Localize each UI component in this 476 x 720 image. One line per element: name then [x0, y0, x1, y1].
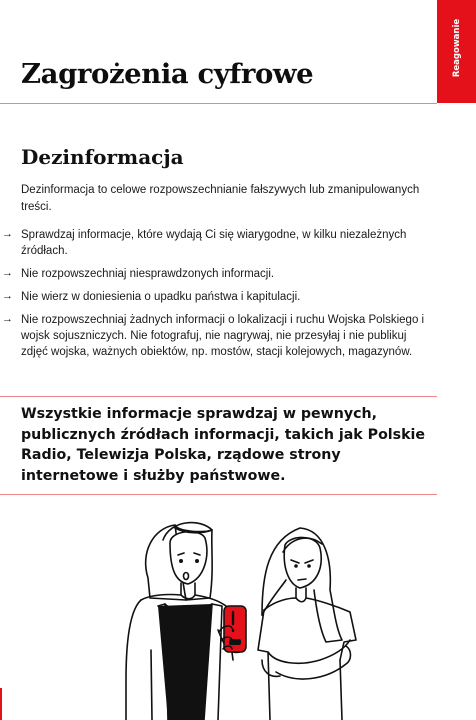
callout-text: Wszystkie informacje sprawdzaj w pewnych, publicznych źródłach informacji, takich jak Polskie Radio, Telewizja Polska, rządowe strony internetowe i służby państwowe.: [21, 406, 426, 484]
list-item: [0, 266, 430, 282]
two-women-phone-illustration: [0, 500, 476, 720]
arrow-right-icon: →: [2, 313, 13, 325]
list-item: [0, 312, 430, 360]
title-divider: [0, 103, 437, 104]
arrow-right-icon: →: [2, 228, 13, 240]
side-tab[interactable]: [437, 0, 476, 103]
callout-divider-bottom: [0, 494, 437, 495]
list-item-text: Nie rozpowszechniaj żadnych informacji o lokalizacji i ruchu Wojska Polskiego i wojsk sojuszniczych. Nie fotografuj, nie nagrywaj, nie przesyłaj i nie publikuj zdjęć wojska, ważnych obiektów, np. mostów, stacji kolejowych, magazynów.: [21, 314, 425, 358]
arrow-right-icon: →: [2, 267, 13, 279]
advice-list: [0, 227, 430, 360]
list-item-text: Sprawdzaj informacje, które wydają Ci się wiarygodne, w kilku niezależnych źródłach.: [21, 229, 407, 257]
accent-edge: [0, 688, 2, 720]
arrow-right-icon: →: [2, 290, 13, 302]
list-item: [0, 227, 430, 259]
page-title: Zagrożenia cyfrowe: [21, 58, 314, 90]
side-tab-label: Reagowanie: [451, 18, 462, 78]
section-title: Dezinformacja: [21, 145, 184, 169]
list-item-text: Nie wierz w doniesienia o upadku państwa i kapitulacji.: [21, 291, 301, 303]
list-item: [0, 289, 430, 305]
callout-divider-top: [0, 396, 437, 397]
section-intro: Dezinformacja to celowe rozpowszechnianie fałszywych lub zmanipulowanych treści.: [21, 184, 420, 213]
list-item-text: Nie rozpowszechniaj niesprawdzonych informacji.: [21, 268, 275, 280]
